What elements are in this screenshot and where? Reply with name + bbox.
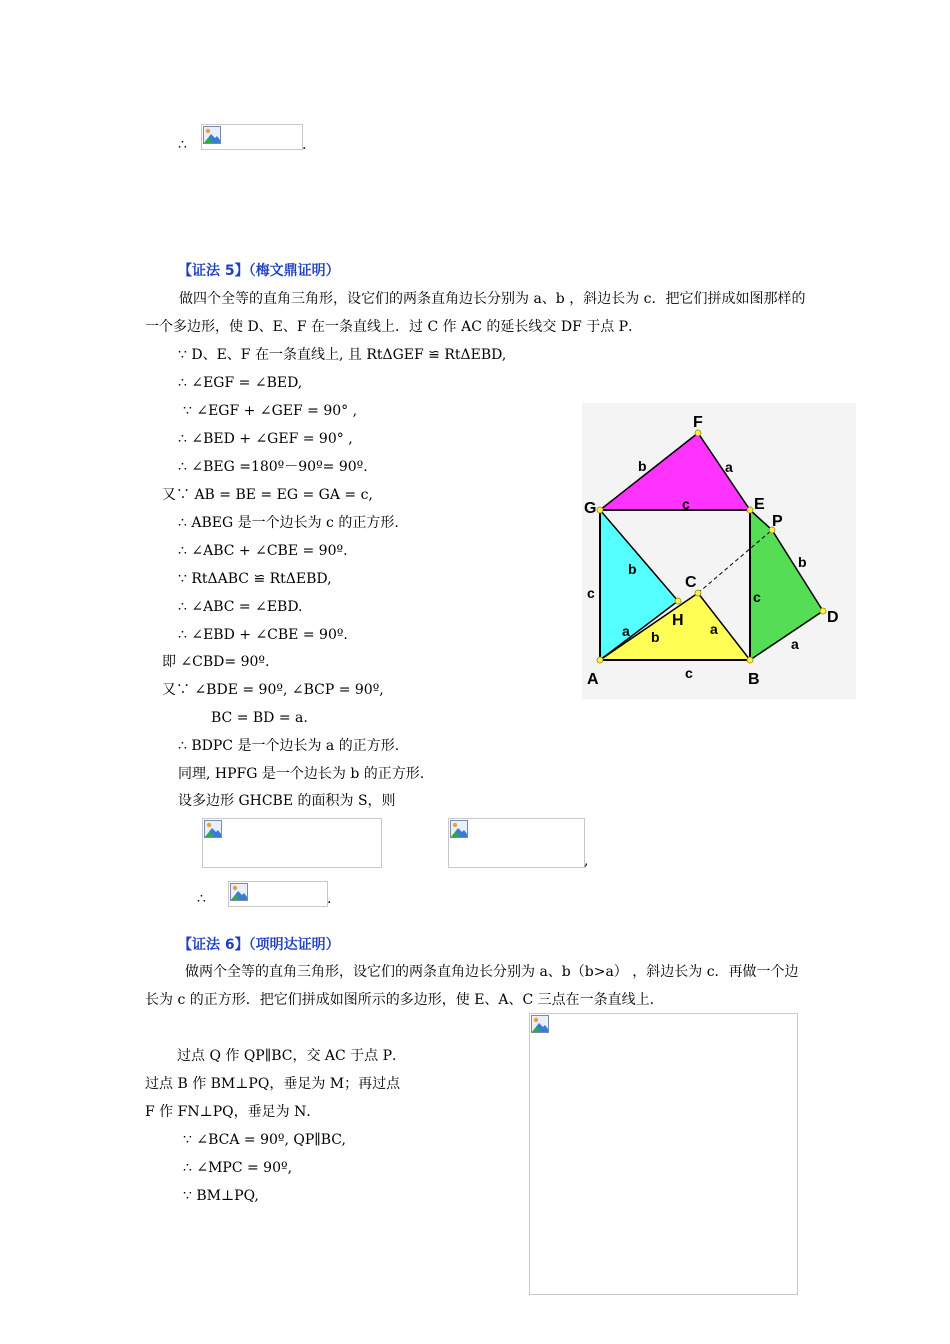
- proof5-line: ∵ ∠EGF + ∠GEF = 90° ,: [183, 403, 358, 419]
- proof6-line: ∵ BM⊥PQ,: [183, 1188, 259, 1204]
- vertex-e: [747, 507, 753, 513]
- proof5-line: 又∵ AB = BE = EG = GA = c,: [162, 487, 373, 503]
- label-b: B: [748, 671, 760, 688]
- side-label: a: [725, 459, 733, 475]
- label-p: P: [772, 513, 783, 530]
- side-label: b: [638, 458, 647, 474]
- vertex-b: [747, 657, 753, 663]
- proof5-line: ∵ D、E、F 在一条直线上, 且 RtΔGEF ≌ RtΔEBD,: [178, 347, 507, 363]
- proof6-line: ∵ ∠BCA = 90º, QP∥BC,: [183, 1132, 346, 1148]
- formula-image-placeholder: [201, 124, 303, 150]
- formula-image-placeholder: [448, 818, 585, 868]
- side-label: c: [682, 496, 690, 512]
- proof5-line: ∴ ∠BED + ∠GEF = 90° ,: [178, 431, 353, 447]
- side-label: c: [753, 589, 761, 605]
- vertex-a: [597, 657, 603, 663]
- proof5-line: 设多边形 GHCBE 的面积为 S，则: [178, 793, 396, 809]
- image-placeholder-icon: [230, 883, 248, 901]
- label-d: D: [827, 609, 839, 626]
- side-label: a: [622, 623, 630, 639]
- proof5-line: ∴ ABEG 是一个边长为 c 的正方形.: [178, 515, 399, 531]
- proof6-construction: 过点 Q 作 QP∥BC，交 AC 于点 P．过点 B 作 BM⊥PQ，垂足为 M；再过点 F 作 FN⊥PQ，垂足为 N．: [145, 1048, 407, 1120]
- formula-image-placeholder: [202, 818, 382, 868]
- label-f: F: [693, 414, 703, 431]
- proof5-line: ∴ BDPC 是一个边长为 a 的正方形.: [178, 738, 400, 754]
- proof5-line: ∵ RtΔABC ≌ RtΔEBD,: [178, 571, 332, 587]
- label-h: H: [672, 612, 684, 629]
- side-label: b: [628, 561, 637, 577]
- label-c: C: [685, 574, 697, 591]
- side-label: c: [685, 665, 693, 681]
- formula-image-placeholder: [228, 881, 328, 907]
- side-label: c: [587, 585, 595, 601]
- period: .: [327, 891, 332, 907]
- proof6-figure-placeholder: [529, 1013, 798, 1295]
- side-label: b: [651, 629, 660, 645]
- therefore-symbol: ∴: [178, 137, 187, 153]
- image-placeholder-icon: [531, 1015, 549, 1033]
- proof6-line: ∴ ∠MPC = 90º,: [183, 1160, 293, 1176]
- proof5-figure: [582, 403, 856, 699]
- proof6-heading: 【证法 6】（项明达证明）: [178, 937, 340, 953]
- proof5-line: ∴ ∠ABC + ∠CBE = 90º.: [178, 543, 348, 559]
- proof6-intro: 做两个全等的直角三角形，设它们的两条直角边长分别为 a、b（b>a） ，斜边长为 c．再做一个边长为 c 的正方形．把它们拼成如图所示的多边形，使 E、A、C 三点在一条直线上．: [145, 964, 799, 1008]
- image-placeholder-icon: [204, 820, 222, 838]
- proof5-line: 又∵ ∠BDE = 90º, ∠BCP = 90º,: [162, 682, 384, 698]
- proof5-intro: 做四个全等的直角三角形，设它们的两条直角边长分别为 a、b ，斜边长为 c．把它们拼成如图那样的一个多边形，使 D、E、F 在一条直线上．过 C 作 AC 的延长线交 DF 于点 P．: [145, 291, 806, 335]
- proof5-line: ∴ ∠ABC = ∠EBD.: [178, 599, 303, 615]
- label-a: A: [587, 671, 599, 688]
- vertex-d: [820, 608, 826, 614]
- proof5-line: ∴ ∠BEG =180º－90º= 90º.: [178, 459, 368, 475]
- image-placeholder-icon: [203, 126, 221, 144]
- proof5-line: BC = BD = a.: [211, 710, 308, 726]
- side-label: b: [798, 554, 807, 570]
- therefore-symbol: ∴: [197, 891, 206, 907]
- comma: ,: [584, 853, 589, 869]
- proof5-line: ∴ ∠EBD + ∠CBE = 90º.: [178, 627, 348, 643]
- side-label: a: [710, 621, 718, 637]
- proof5-line: 即 ∠CBD= 90º.: [162, 654, 270, 670]
- proof5-heading: 【证法 5】（梅文鼎证明）: [178, 263, 340, 279]
- side-label: a: [791, 636, 799, 652]
- proof5-line: 同理, HPFG 是一个边长为 b 的正方形.: [178, 766, 425, 782]
- period: .: [302, 137, 307, 153]
- vertex-g: [597, 507, 603, 513]
- label-e: E: [754, 496, 765, 513]
- vertex-h: [675, 598, 681, 604]
- label-g: G: [584, 500, 597, 517]
- proof5-line: ∴ ∠EGF = ∠BED,: [178, 375, 303, 391]
- image-placeholder-icon: [450, 820, 468, 838]
